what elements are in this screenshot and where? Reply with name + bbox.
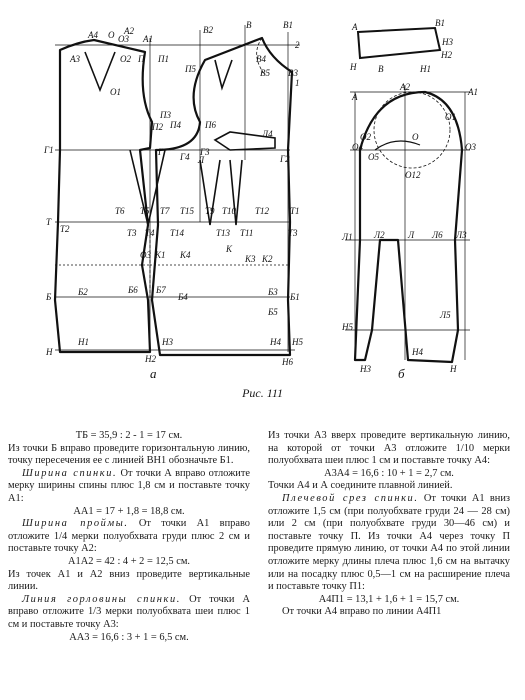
svg-text:К2: К2 xyxy=(262,254,273,264)
svg-text:П1: П1 xyxy=(158,54,169,64)
svg-text:А2: А2 xyxy=(124,26,134,36)
svg-text:К3: К3 xyxy=(245,254,256,264)
svg-text:А2: А2 xyxy=(400,82,410,92)
svg-text:А: А xyxy=(352,92,358,102)
text-column-right xyxy=(268,430,510,619)
svg-text:Б5: Б5 xyxy=(268,307,278,317)
svg-text:Г2: Г2 xyxy=(280,154,290,164)
paragraph: Плечевой срез спинки. От точки А1 вниз отложите 1,5 см (при полуобхвате груди 24 — 28 см) или 2 см (при полуобхвате груди 30—46 см) и поставьте точку П. Из точки А4 через точку П проведите прямую линию, от точки А4 по этой линии отложите мерку длины плеча плюс 1,6 см на вытачку или на посадку плюс 0,5—1 см на расширение плеча и поставьте точку П1: xyxy=(268,492,511,593)
svg-text:Т9: Т9 xyxy=(205,206,215,216)
svg-text:Н4: Н4 xyxy=(412,347,423,357)
svg-text:Н4: Н4 xyxy=(270,337,281,347)
svg-text:О1: О1 xyxy=(110,87,121,97)
svg-text:О4: О4 xyxy=(352,142,363,152)
svg-text:В1: В1 xyxy=(435,18,445,28)
svg-text:П: П xyxy=(138,54,145,64)
svg-text:О3: О3 xyxy=(118,34,129,44)
paragraph: Из точки А3 вверх проведите вертикальную линию, на которой от точки А3 отложите 1/10 мерки полуобхвата шеи плюс 1 см и поставьте точку А4: xyxy=(268,430,510,467)
svg-text:В3: В3 xyxy=(288,68,298,78)
svg-text:В: В xyxy=(378,64,384,74)
svg-text:Л: Л xyxy=(198,155,205,165)
svg-text:А: А xyxy=(352,22,358,32)
svg-text:Т12: Т12 xyxy=(255,206,270,216)
svg-text:Б2: Б2 xyxy=(78,287,88,297)
svg-text:Б: Б xyxy=(46,292,52,302)
svg-text:Н: Н xyxy=(450,364,457,374)
svg-text:Н3: Н3 xyxy=(360,364,371,374)
svg-text:П2: П2 xyxy=(152,122,163,132)
paragraph: Из точки Б вправо проведите горизонтальную линию, точку пересечения ее с линией ВН1 обозначьте Б1. xyxy=(8,442,250,467)
svg-text:Л5: Л5 xyxy=(440,310,451,320)
section-heading: Ширина спинки. xyxy=(22,467,118,479)
svg-text:1: 1 xyxy=(295,78,300,88)
section-heading: Линия горловины спинки. xyxy=(22,593,181,605)
svg-text:Л1: Л1 xyxy=(342,232,353,242)
svg-text:В4: В4 xyxy=(256,54,266,64)
paragraph: Ширина спинки. От точки А вправо отложите мерку ширины спины плюс 1,8 см и поставьте точку А1: xyxy=(8,467,250,504)
svg-text:О: О xyxy=(108,30,115,40)
svg-text:А4: А4 xyxy=(88,30,98,40)
section-heading: Плечевой срез спинки. xyxy=(282,492,419,504)
svg-text:Н1: Н1 xyxy=(78,337,89,347)
svg-text:Н: Н xyxy=(46,347,53,357)
svg-text:П3: П3 xyxy=(160,110,171,120)
svg-text:Т10: Т10 xyxy=(222,206,237,216)
svg-text:К: К xyxy=(226,244,232,254)
svg-text:П5: П5 xyxy=(185,64,196,74)
svg-text:Г3: Г3 xyxy=(200,147,210,157)
svg-text:О2: О2 xyxy=(120,54,131,64)
svg-text:О12: О12 xyxy=(405,170,421,180)
svg-text:Т1: Т1 xyxy=(290,206,300,216)
svg-text:О3: О3 xyxy=(140,250,151,260)
svg-text:В1: В1 xyxy=(283,20,293,30)
svg-text:Т6: Т6 xyxy=(115,206,125,216)
svg-text:Т5: Т5 xyxy=(140,206,150,216)
svg-text:А1: А1 xyxy=(143,34,153,44)
paragraph: Точки А4 и А соедините плавной линией. xyxy=(268,480,453,492)
svg-text:Т2: Т2 xyxy=(60,224,70,234)
svg-text:Н5: Н5 xyxy=(292,337,303,347)
svg-text:Н5: Н5 xyxy=(342,322,353,332)
svg-text:Т15: Т15 xyxy=(180,206,195,216)
svg-text:Т4: Т4 xyxy=(145,228,155,238)
svg-text:О: О xyxy=(412,132,419,142)
svg-text:Н: Н xyxy=(350,62,357,72)
svg-text:К4: К4 xyxy=(180,250,191,260)
svg-text:Л6: Л6 xyxy=(432,230,443,240)
svg-text:О2: О2 xyxy=(360,132,371,142)
svg-text:П4: П4 xyxy=(170,120,181,130)
svg-text:Н6: Н6 xyxy=(282,357,293,367)
svg-text:Г4: Г4 xyxy=(180,152,190,162)
formula-a4p1: А4П1 = 13,1 + 1,6 + 1 = 15,7 см. xyxy=(318,593,460,605)
formula-a3a4: А3А4 = 16,6 : 10 + 1 = 2,7 см. xyxy=(324,467,454,479)
svg-text:2: 2 xyxy=(295,40,300,50)
formula-aa1: АА1 = 17 + 1,8 = 18,8 см. xyxy=(73,505,185,517)
svg-text:О1: О1 xyxy=(445,112,456,122)
svg-text:Г: Г xyxy=(158,147,164,157)
svg-text:Б7: Б7 xyxy=(156,285,166,295)
svg-text:Л3: Л3 xyxy=(456,230,467,240)
svg-text:Б4: Б4 xyxy=(178,292,188,302)
svg-text:К1: К1 xyxy=(155,250,166,260)
paragraph: От точки А4 вправо по линии А4П1 xyxy=(282,606,442,618)
svg-text:Т3: Т3 xyxy=(127,228,137,238)
svg-text:Н2: Н2 xyxy=(145,354,156,364)
svg-text:Т3: Т3 xyxy=(288,228,298,238)
svg-text:Т: Т xyxy=(46,217,52,227)
formula-a1a2: А1А2 = 42 : 4 + 2 = 12,5 см. xyxy=(68,555,190,567)
svg-text:А1: А1 xyxy=(468,87,478,97)
formula-tb: ТБ = 35,9 : 2 - 1 = 17 см. xyxy=(75,430,183,441)
drawing-b xyxy=(345,28,470,362)
svg-text:В5: В5 xyxy=(260,68,270,78)
svg-text:А3: А3 xyxy=(70,54,80,64)
svg-text:Б3: Б3 xyxy=(268,287,278,297)
svg-text:Н3: Н3 xyxy=(162,337,173,347)
section-heading: Ширина проймы. xyxy=(22,518,129,530)
svg-text:Л4: Л4 xyxy=(262,129,273,139)
svg-text:Т11: Т11 xyxy=(240,228,254,238)
figure-caption: Рис. 111 xyxy=(242,386,283,400)
svg-text:Б1: Б1 xyxy=(290,292,300,302)
svg-text:Б6: Б6 xyxy=(128,285,138,295)
svg-text:В: В xyxy=(246,20,252,30)
paragraph: Ширина проймы. От точки А1 вправо отложите 1/4 мерки полуобхвата груди плюс 2 см и поставьте точку А2: xyxy=(8,518,250,555)
svg-text:В2: В2 xyxy=(203,25,213,35)
svg-text:Т14: Т14 xyxy=(170,228,185,238)
svg-text:О3: О3 xyxy=(465,142,476,152)
text-column-left xyxy=(8,430,250,644)
panel-b-label: б xyxy=(398,366,405,381)
panel-a-label: а xyxy=(150,366,157,381)
svg-text:О5: О5 xyxy=(368,152,379,162)
formula-aa3: АА3 = 16,6 : 3 + 1 = 6,5 см. xyxy=(69,631,189,643)
svg-text:Н1: Н1 xyxy=(420,64,431,74)
svg-text:Л2: Л2 xyxy=(374,230,385,240)
paragraph: Линия горловины спинки. От точки А вправо отложите 1/3 мерки полуобхвата шеи плюс 1 см и поставьте точку А3: xyxy=(8,593,250,630)
drawing-a-labels xyxy=(43,20,303,381)
svg-text:П6: П6 xyxy=(205,120,216,130)
paragraph: Из точек А1 и А2 вниз проведите вертикальные линии. xyxy=(8,568,250,593)
svg-text:Н3: Н3 xyxy=(442,37,453,47)
svg-text:Т7: Т7 xyxy=(160,206,170,216)
svg-text:Т13: Т13 xyxy=(216,228,231,238)
svg-text:Л: Л xyxy=(408,230,415,240)
svg-text:Н2: Н2 xyxy=(441,50,452,60)
svg-text:Г1: Г1 xyxy=(44,145,54,155)
